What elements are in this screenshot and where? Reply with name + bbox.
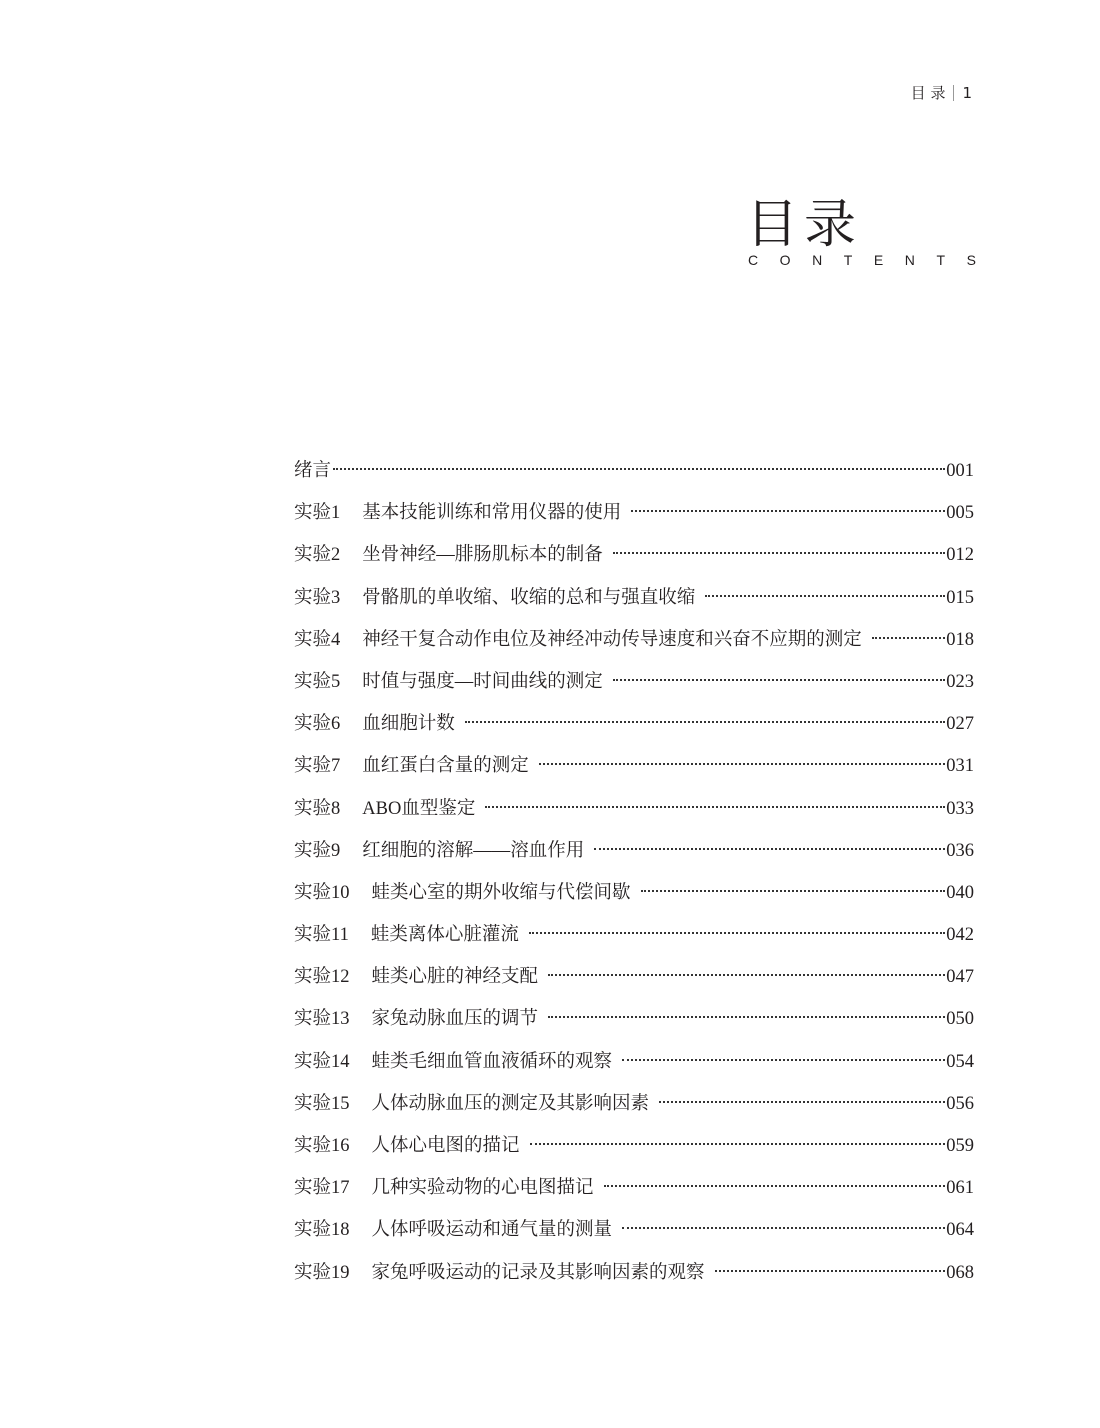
toc-entry[interactable] — [294, 794, 974, 836]
dot-leader — [333, 468, 945, 470]
toc-entry-label: 实验13 — [294, 1009, 350, 1030]
subtitle-letter: E — [873, 252, 884, 268]
toc-entry[interactable] — [294, 1089, 974, 1131]
toc-entry-label: 实验8 — [294, 798, 341, 819]
toc-entry-title: 坐骨神经—腓肠肌标本的制备 — [362, 545, 603, 566]
toc-entry-page: 012 — [946, 545, 974, 566]
dot-leader — [872, 637, 945, 639]
toc-entry[interactable] — [294, 583, 974, 625]
toc-entry-label: 实验14 — [294, 1051, 350, 1072]
toc-entry-label: 实验16 — [294, 1136, 350, 1156]
toc-entry-page: 061 — [946, 1178, 974, 1199]
toc-entry-page: 015 — [946, 587, 974, 608]
toc-entry-label: 实验15 — [294, 1093, 350, 1114]
toc-entry-title: 骨骼肌的单收缩、收缩的总和与强直收缩 — [362, 587, 696, 608]
toc-entry-title: 人体呼吸运动和通气量的测量 — [371, 1220, 613, 1241]
toc-entry[interactable] — [294, 878, 974, 920]
toc-entry-label: 实验1 — [294, 503, 341, 524]
running-head-section: 目 录 — [910, 84, 946, 102]
toc-entry-title: 蛙类心室的期外收缩与代偿间歇 — [371, 882, 631, 903]
toc-entry-title: 时值与强度—时间曲线的测定 — [362, 671, 603, 692]
dot-leader — [715, 1270, 946, 1272]
toc-entry-page: 033 — [946, 798, 974, 819]
toc-entry-page: 023 — [946, 671, 974, 692]
toc-entry[interactable] — [294, 498, 974, 540]
dot-leader — [613, 552, 945, 554]
dot-leader — [594, 848, 945, 850]
toc-entry[interactable] — [294, 456, 974, 498]
dot-leader — [485, 806, 945, 808]
toc-entry-page: 056 — [946, 1093, 974, 1114]
toc-entry-label: 实验19 — [294, 1262, 350, 1283]
table-of-contents — [294, 456, 974, 1300]
toc-entry-title: 家兔动脉血压的调节 — [371, 1009, 539, 1030]
toc-entry[interactable] — [294, 667, 974, 709]
dot-leader — [613, 679, 945, 681]
toc-entry-title: 神经干复合动作电位及神经冲动传导速度和兴奋不应期的测定 — [362, 629, 862, 650]
toc-entry-title: ABO血型鉴定 — [362, 798, 476, 819]
toc-entry-page: 005 — [946, 503, 974, 524]
toc-entry-page: 018 — [946, 629, 974, 650]
subtitle-letter: S — [966, 252, 976, 268]
dot-leader — [529, 932, 945, 934]
toc-entry[interactable] — [294, 962, 974, 1004]
toc-entry-title: 人体动脉血压的测定及其影响因素 — [371, 1093, 650, 1114]
toc-entry[interactable] — [294, 920, 974, 962]
running-head — [911, 82, 972, 103]
subtitle-letter: C — [748, 252, 759, 268]
toc-entry-title: 红细胞的溶解——溶血作用 — [362, 840, 585, 861]
toc-entry-page: 064 — [946, 1220, 974, 1241]
toc-entry-title: 家兔呼吸运动的记录及其影响因素的观察 — [371, 1262, 705, 1283]
dot-leader — [465, 721, 945, 723]
toc-entry-title: 蛙类心脏的神经支配 — [371, 967, 539, 988]
dot-leader — [659, 1101, 945, 1103]
page-subtitle — [748, 252, 976, 268]
toc-entry-title: 血红蛋白含量的测定 — [362, 756, 529, 777]
toc-entry-page: 036 — [946, 840, 974, 861]
toc-entry[interactable] — [294, 625, 974, 667]
dot-leader — [548, 974, 945, 976]
toc-entry-label: 实验2 — [294, 545, 341, 566]
toc-entry-page: 059 — [946, 1136, 974, 1156]
subtitle-letter: T — [843, 252, 853, 268]
toc-entry[interactable] — [294, 709, 974, 751]
toc-entry-page: 047 — [946, 967, 974, 988]
subtitle-letter: N — [904, 252, 915, 268]
toc-entry-page: 031 — [946, 756, 974, 777]
toc-entry-page: 050 — [946, 1009, 974, 1030]
toc-entry-page: 001 — [946, 461, 974, 481]
dot-leader — [631, 510, 945, 512]
toc-entry[interactable] — [294, 540, 974, 582]
toc-entry[interactable] — [294, 1173, 974, 1215]
toc-entry-label: 实验7 — [294, 756, 341, 777]
toc-entry-label: 实验4 — [294, 629, 341, 650]
toc-entry[interactable] — [294, 1047, 974, 1089]
running-head-divider — [953, 85, 954, 101]
subtitle-letter: N — [812, 252, 823, 268]
toc-entry-page: 040 — [946, 882, 974, 903]
dot-leader — [539, 763, 945, 765]
toc-entry-label: 实验10 — [294, 882, 350, 903]
toc-entry-label: 实验9 — [294, 840, 341, 861]
toc-entry-title: 蛙类离体心脏灌流 — [370, 925, 519, 946]
running-head-page-number: 1 — [962, 83, 972, 102]
dot-leader — [548, 1016, 945, 1018]
toc-entry[interactable] — [294, 751, 974, 793]
subtitle-letter: O — [779, 252, 791, 268]
page-title: 目录 — [746, 195, 863, 255]
toc-entry-label: 实验5 — [294, 671, 341, 692]
toc-entry-label: 实验3 — [294, 587, 341, 608]
toc-entry-page: 042 — [946, 925, 974, 946]
toc-entry-title: 蛙类毛细血管血液循环的观察 — [371, 1051, 613, 1072]
toc-entry-page: 054 — [946, 1051, 974, 1072]
dot-leader — [622, 1227, 945, 1229]
toc-entry[interactable] — [294, 1004, 974, 1046]
dot-leader — [530, 1143, 946, 1145]
toc-entry-label: 实验11 — [294, 925, 349, 946]
dot-leader — [622, 1059, 945, 1061]
toc-entry-title: 人体心电图的描记 — [371, 1136, 520, 1156]
toc-entry-label: 实验18 — [294, 1220, 350, 1241]
toc-entry[interactable] — [294, 1215, 974, 1257]
dot-leader — [604, 1185, 946, 1187]
toc-entry-label: 实验17 — [294, 1178, 350, 1199]
toc-entry-page: 068 — [946, 1262, 974, 1283]
toc-entry-page: 027 — [946, 714, 974, 735]
toc-entry[interactable] — [294, 1258, 974, 1300]
toc-entry-title: 血细胞计数 — [362, 714, 455, 735]
toc-entry[interactable] — [294, 1131, 974, 1173]
toc-entry-title: 几种实验动物的心电图描记 — [371, 1178, 594, 1199]
toc-entry-title: 基本技能训练和常用仪器的使用 — [362, 503, 622, 524]
subtitle-letter: T — [936, 252, 946, 268]
dot-leader — [705, 595, 945, 597]
toc-entry[interactable] — [294, 836, 974, 878]
toc-entry-label: 实验6 — [294, 714, 341, 735]
dot-leader — [641, 890, 946, 892]
toc-entry-title: 绪言 — [294, 461, 332, 481]
toc-entry-label: 实验12 — [294, 967, 350, 988]
